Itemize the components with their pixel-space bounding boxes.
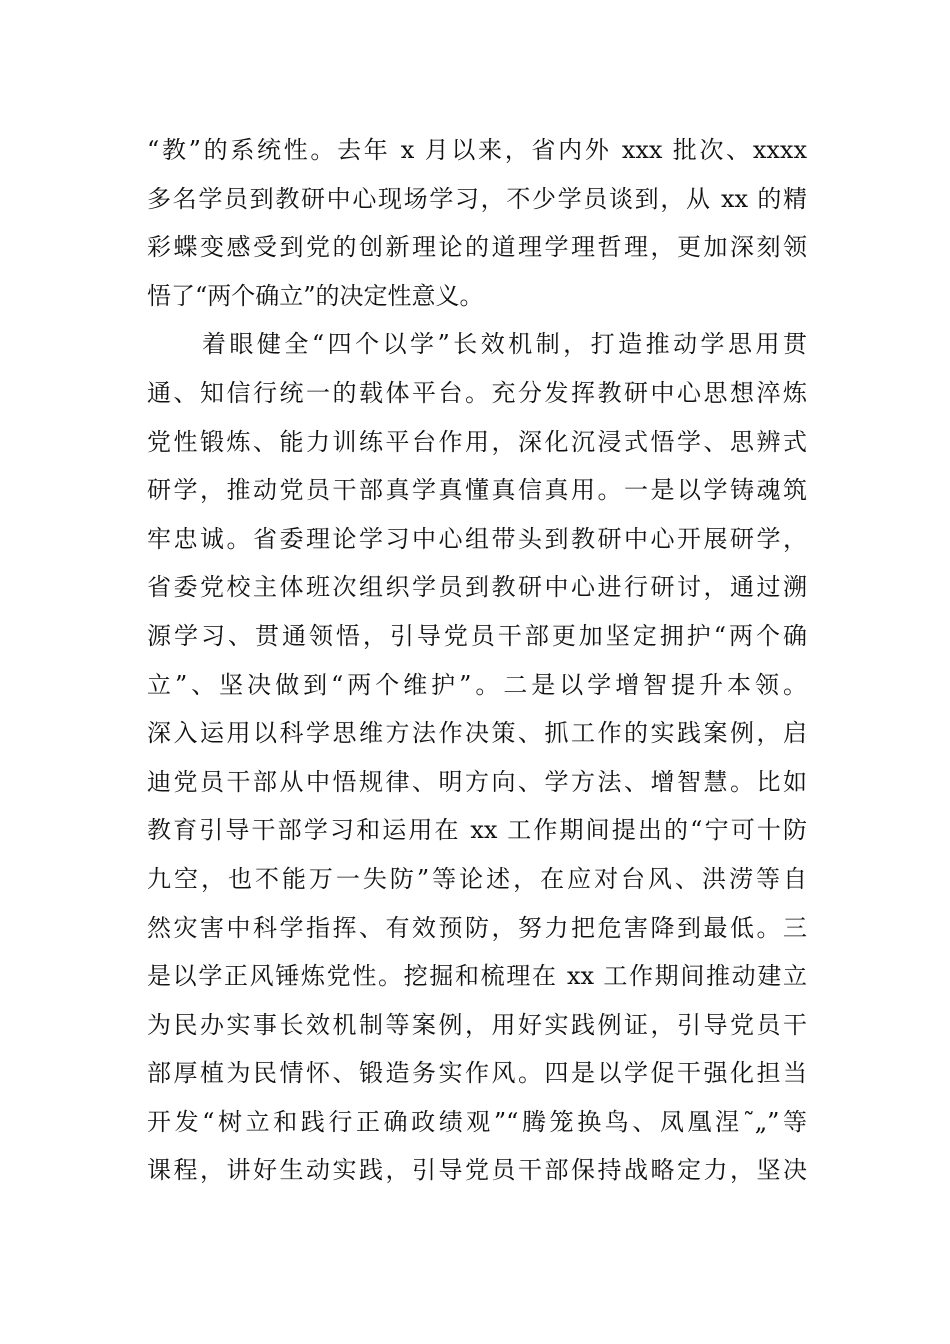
text-line: 为民办实事长效机制等案例，用好实践例证，引导党员干 <box>147 1010 807 1039</box>
text-line: 立”、坚决做到“两个维护”。二是以学增智提升本领。 <box>147 670 807 699</box>
text-line: 悟了“两个确立”的决定性意义。 <box>147 281 484 310</box>
text-line: 着眼健全“四个以学”长效机制，打造推动学思用贯 <box>147 330 807 359</box>
text-line: 省委党校主体班次组织学员到教研中心进行研讨，通过溯 <box>147 573 807 602</box>
paragraph-1 <box>147 126 807 320</box>
text-line: 部厚植为民情怀、锻造务实作风。四是以学促干强化担当 <box>147 1059 807 1088</box>
text-line: 研学，推动党员干部真学真懂真信真用。一是以学铸魂筑 <box>147 476 807 505</box>
text-line: 然灾害中科学指挥、有效预防，努力把危害降到最低。三 <box>147 913 807 942</box>
text-line: 通、知信行统一的载体平台。充分发挥教研中心思想淬炼 <box>147 378 807 407</box>
text-line: 迪党员干部从中悟规律、明方向、学方法、增智慧。比如 <box>147 767 807 796</box>
paragraph-2 <box>147 320 807 1195</box>
body-text <box>147 126 807 1195</box>
text-line: 党性锻炼、能力训练平台作用，深化沉浸式悟学、思辨式 <box>147 427 807 456</box>
text-line: 是以学正风锤炼党性。挖掘和梳理在 xx 工作期间推动建立 <box>147 962 807 991</box>
text-line: 多名学员到教研中心现场学习，不少学员谈到，从 xx 的精 <box>147 184 807 213</box>
text-line: 源学习、贯通领悟，引导党员干部更加坚定拥护“两个确 <box>147 621 807 650</box>
text-line: 深入运用以科学思维方法作决策、抓工作的实践案例，启 <box>147 719 807 748</box>
text-line: 九空，也不能万一失防”等论述，在应对台风、洪涝等自 <box>147 864 807 893</box>
text-line: 教育引导干部学习和运用在 xx 工作期间提出的“宁可十防 <box>147 816 807 845</box>
text-line: 课程，讲好生动实践，引导党员干部保持战略定力，坚决 <box>147 1156 807 1185</box>
text-line: 牢忠诚。省委理论学习中心组带头到教研中心开展研学， <box>147 524 807 553</box>
text-line: 开发“树立和践行正确政绩观”“腾笼换鸟、凤凰涅˜„”等 <box>147 1107 807 1136</box>
text-line: 彩蝶变感受到党的创新理论的道理学理哲理，更加深刻领 <box>147 233 807 262</box>
text-line: “教”的系统性。去年 x 月以来，省内外 xxx 批次、xxxx <box>147 136 807 164</box>
